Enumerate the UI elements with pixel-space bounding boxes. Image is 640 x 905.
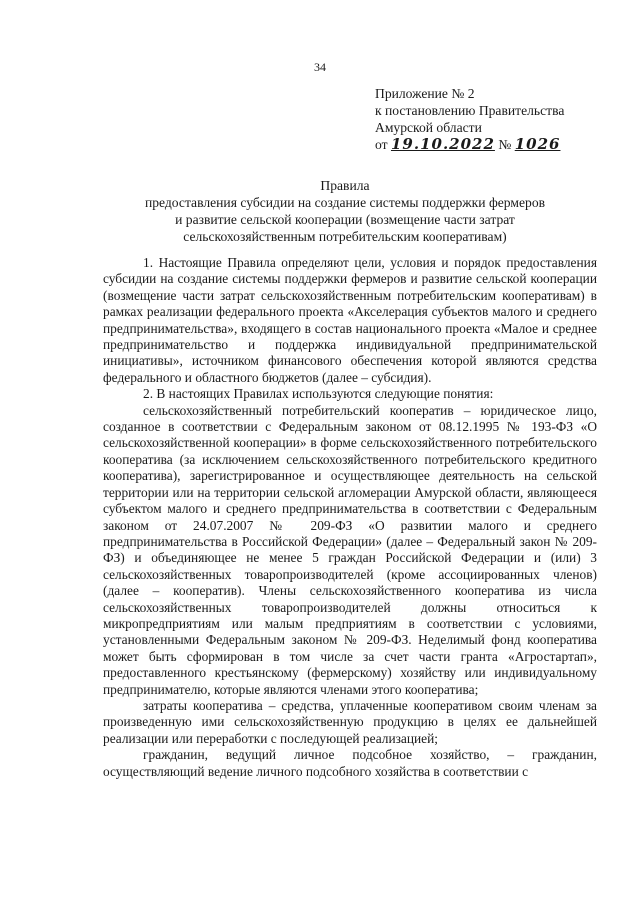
page-number: 34: [314, 60, 326, 74]
paragraph-citizen-definition: гражданин, ведущий личное подсобное хозяйство, – гражданин, осуществляющий ведение личного подсобного хозяйства в соответствии с: [103, 747, 597, 779]
appendix-line-3: Амурской области: [375, 120, 482, 135]
appendix-block: [375, 85, 564, 153]
number-prefix: №: [498, 137, 512, 152]
document-title: [80, 177, 610, 245]
title-line-3: сельскохозяйственным потребительским кооперативам): [183, 229, 507, 244]
appendix-date-line: [375, 136, 564, 153]
title-heading: Правила: [320, 178, 370, 193]
appendix-line-2: к постановлению Правительства: [375, 103, 565, 118]
title-line-1: предоставления субсидии на создание системы поддержки фермеров: [144, 195, 546, 210]
paragraph-2: 2. В настоящих Правилах используются следующие понятия:: [143, 386, 494, 402]
document-body: [103, 255, 597, 780]
paragraph-cooperative-definition: сельскохозяйственный потребительский кооператив – юридическое лицо, созданное в соответствии с Федеральным законом от 08.12.1995 № 193-ФЗ «О сельскохозяйственной кооперации» в форме сельскохозяйственного потребительского кооператива (за исключением сельскохозяйственного потребительского кредитного кооператива), зарегистрированное и осуществляющее деятельность на сельской территории или на территории сельской агломерации Амурской области, являющееся субъектом малого и среднего предпринимательства в соответствии с Федеральным законом от 24.07.2007 № 209-ФЗ «О развитии малого и среднего предпринимательства в Российской Федерации» (далее – Федеральный закон № 209-ФЗ) и объединяющее не менее 5 граждан Российской Федерации и (или) 3 сельскохозяйственных товаропроизводителей (кроме ассоциированных членов) (далее – кооператив). Члены сельскохозяйственного кооператива из числа сельскохозяйственных товаропроизводителей должны относиться к микропредприятиям или малым предприятиям в соответствии с условиями, установленными Федеральным законом № 209-ФЗ. Неделимый фонд кооператива может быть сформирован в том числе за счет части гранта «Агростартап», предоставленного крестьянскому (фермерскому) хозяйству или индивидуальному предпринимателю, которые являются членами этого кооператива;: [103, 402, 597, 697]
paragraph-costs-definition: затраты кооператива – средства, уплаченные кооперативом своим членам за произведенную ими сельскохозяйственную продукцию в целях ее дальнейшей реализации или переработки с последующей реализацией;: [103, 697, 597, 746]
paragraph-1: 1. Настоящие Правила определяют цели, условия и порядок предоставления субсидии на создание системы поддержки фермеров и развитие сельской кооперации (возмещение части затрат сельскохозяйственным потребительским кооперативам) в рамках реализации федерального проекта «Акселерация субъектов малого и среднего предпринимательства», входящего в состав национального проекта «Малое и среднее предпринимательство и поддержка индивидуальной предпринимательской инициативы», источником финансового обеспечения которой являются средства федерального и областного бюджетов (далее – субсидия).: [103, 255, 597, 385]
date-prefix: от: [375, 137, 388, 152]
appendix-line-1: Приложение № 2: [375, 86, 475, 101]
title-line-2: и развитие сельской кооперации (возмещение части затрат: [175, 212, 515, 227]
resolution-date: 19.10.2022: [390, 135, 495, 153]
resolution-number: 1026: [514, 135, 561, 153]
